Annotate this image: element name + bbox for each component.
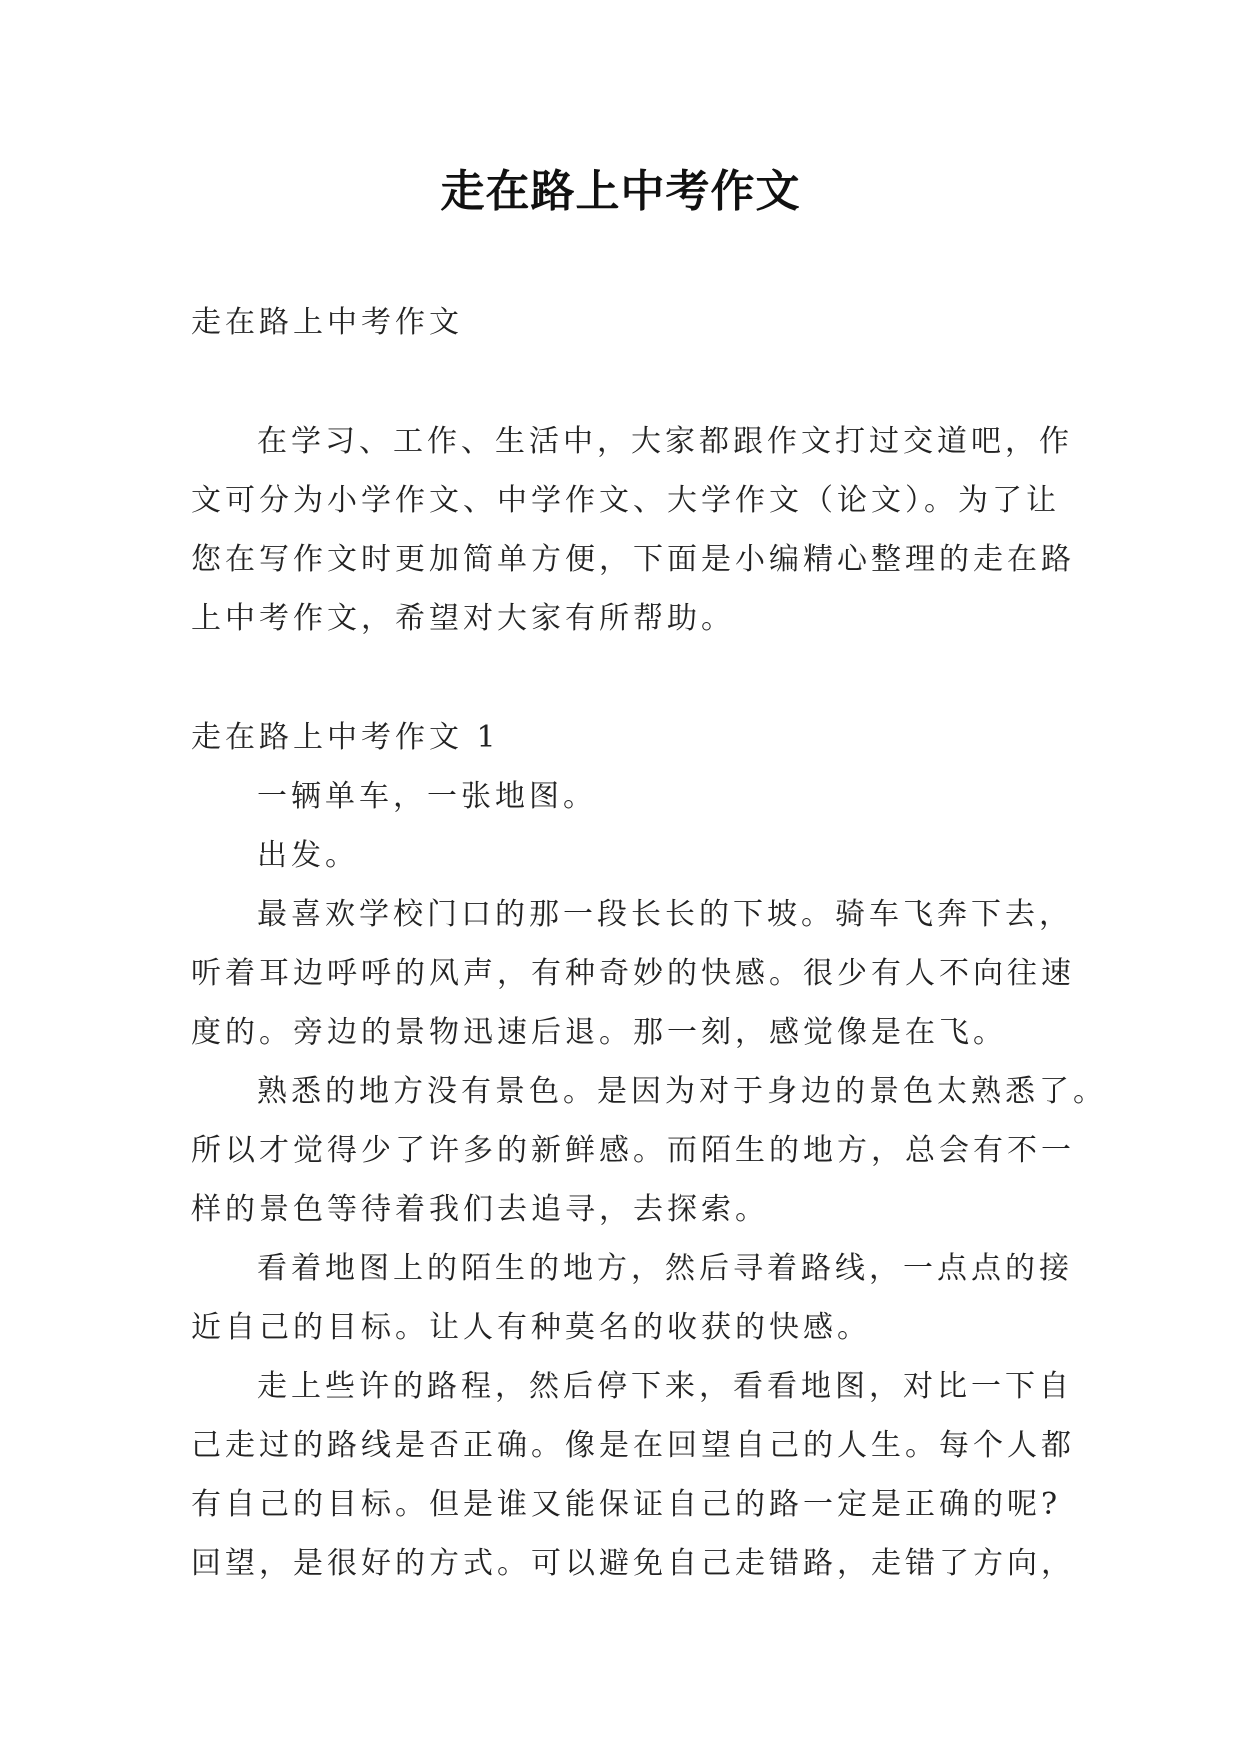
paragraph [191, 1357, 1075, 1593]
intro-line: 在学习、工作、生活中，大家都跟作文打过交道吧，作 [257, 424, 1073, 459]
intro-line: 上中考作文，希望对大家有所帮助。 [191, 601, 735, 636]
paragraph-line: 近自己的目标。让人有种莫名的收获的快感。 [191, 1310, 871, 1345]
paragraph [191, 1062, 1107, 1239]
paragraph-line: 一辆单车，一张地图。 [257, 779, 597, 814]
paragraph-line: 看着地图上的陌生的地方，然后寻着路线，一点点的接 [257, 1251, 1073, 1286]
paragraph-line: 熟悉的地方没有景色。是因为对于身边的景色太熟悉了。 [257, 1074, 1107, 1109]
paragraph-line: 样的景色等待着我们去追寻，去探索。 [191, 1192, 769, 1227]
paragraph [191, 885, 1075, 1062]
section-heading: 走在路上中考作文 1 [191, 720, 500, 755]
spacer [191, 648, 1051, 708]
document-title: 走在路上中考作文 [440, 166, 801, 217]
subtitle: 走在路上中考作文 [191, 305, 463, 340]
document-body [191, 293, 1107, 1593]
paragraph-line: 听着耳边呼呼的风声，有种奇妙的快感。很少有人不向往速 [191, 956, 1075, 991]
paragraph-line: 走上些许的路程，然后停下来，看看地图，对比一下自 [257, 1369, 1073, 1404]
paragraph-line: 回望，是很好的方式。可以避免自己走错路，走错了方向， [191, 1546, 1075, 1581]
paragraph-line: 出发。 [257, 838, 359, 873]
paragraph [191, 1239, 1073, 1357]
paragraph-line: 己走过的路线是否正确。像是在回望自己的人生。每个人都 [191, 1428, 1075, 1463]
paragraph-line: 最喜欢学校门口的那一段长长的下坡。骑车飞奔下去， [257, 897, 1073, 932]
paragraph-line: 有自己的目标。但是谁又能保证自己的路一定是正确的呢? [191, 1487, 1062, 1522]
paragraph [191, 767, 1051, 826]
paragraph [191, 826, 1051, 885]
intro-paragraph [191, 412, 1075, 648]
spacer [191, 352, 1051, 412]
paragraph-line: 度的。旁边的景物迅速后退。那一刻，感觉像是在飞。 [191, 1015, 1007, 1050]
paragraph-line: 所以才觉得少了许多的新鲜感。而陌生的地方，总会有不一 [191, 1133, 1075, 1168]
intro-line: 您在写作文时更加简单方便，下面是小编精心整理的走在路 [191, 542, 1075, 577]
intro-line: 文可分为小学作文、中学作文、大学作文（论文）。为了让 [191, 483, 1060, 518]
